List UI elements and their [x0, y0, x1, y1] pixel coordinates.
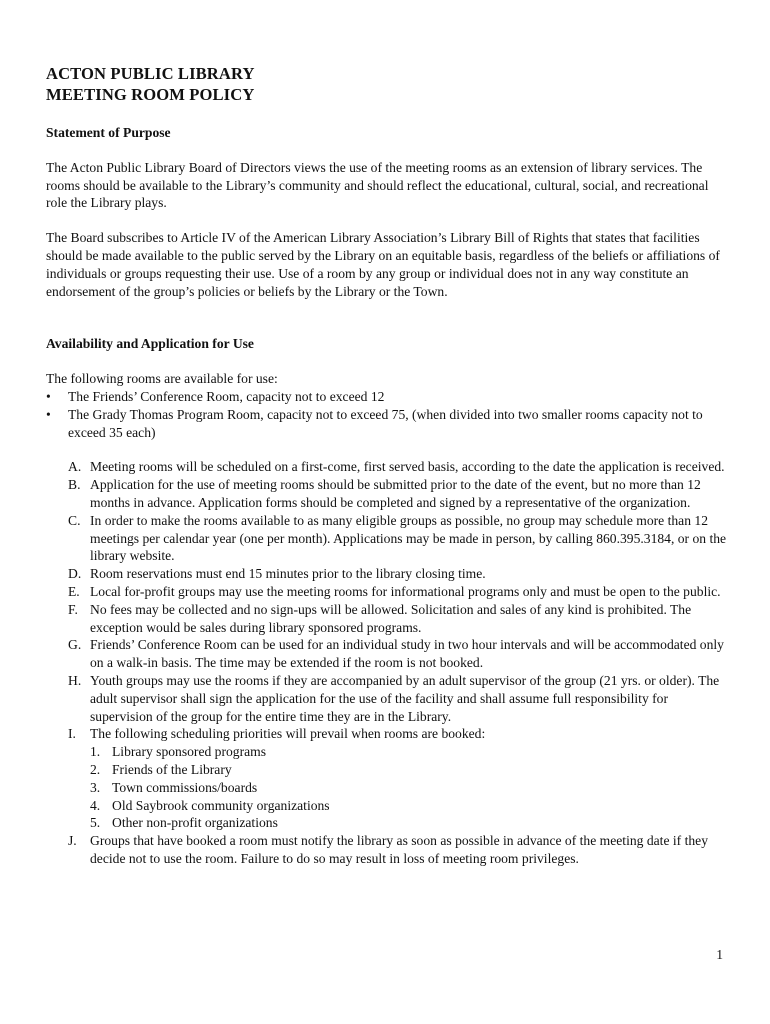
priority-item [90, 779, 730, 797]
rule-text: In order to make the rooms available to as many eligible groups as possible, no group may schedule more than 12 meetings per calendar year (one per month). Applications may be made in person, by calling 860.395.3184, or on the library website. [90, 512, 727, 564]
rule-letter: D. [68, 566, 82, 582]
room-list-item [46, 406, 730, 442]
document-body [46, 63, 730, 868]
priority-number: 4. [90, 797, 101, 813]
priority-text: Other non-profit organizations [112, 815, 278, 831]
priority-number: 3. [90, 779, 101, 795]
priority-number: 2. [90, 761, 101, 777]
priority-item [90, 797, 730, 815]
rule-item-f [46, 601, 730, 637]
title-line-1: ACTON PUBLIC LIBRARY [46, 64, 255, 83]
rule-item-e [46, 583, 730, 601]
rule-letter: J. [68, 833, 77, 849]
rule-letter: G. [68, 637, 82, 653]
priority-item [90, 743, 730, 761]
bullet-marker: • [46, 406, 51, 422]
priority-item [90, 761, 730, 779]
purpose-paragraph-2: The Board subscribes to Article IV of the American Library Association’s Library Bill of Rights that states that facilities should be made available to the public served by the Library on an equitable basis, regardless of the beliefs or affiliations of individuals or groups requesting their use. Use of a room by any group or individual does not in any way constitute an endorsement of the group’s policies or beliefs by the Library or the Town. [46, 230, 720, 299]
room-text: The Friends’ Conference Room, capacity not to exceed 12 [68, 388, 385, 404]
rule-text: No fees may be collected and no sign-ups will be allowed. Solicitation and sales of any kind is prohibited. The exception would be sales during library sponsored programs. [90, 601, 692, 635]
room-list [46, 388, 730, 441]
room-list-item [46, 388, 730, 406]
rule-letter: B. [68, 477, 81, 493]
availability-heading: Availability and Application for Use [46, 336, 254, 352]
availability-intro: The following rooms are available for use: [46, 371, 278, 387]
priority-text: Library sponsored programs [112, 744, 267, 760]
rule-text: Groups that have booked a room must notify the library as soon as possible in advance of the meeting date if they decide not to use the room. Failure to do so may result in loss of meeting room privileges. [90, 833, 708, 866]
rule-text: Room reservations must end 15 minutes prior to the library closing time. [90, 566, 486, 582]
rule-item-d [46, 565, 730, 583]
rule-text: Youth groups may use the rooms if they are accompanied by an adult supervisor of the group (21 yrs. or older). The adult supervisor shall sign the application for the use of the facility and shall assume full responsibility for supervision of the group for the entire time they are in the Library. [90, 672, 720, 724]
rule-letter: F. [68, 601, 78, 617]
bullet-marker: • [46, 388, 51, 404]
priority-item [90, 814, 730, 832]
rule-text: Meeting rooms will be scheduled on a first-come, first served basis, according to the date the application is received. [90, 459, 725, 475]
rule-item-b [46, 476, 730, 512]
purpose-heading: Statement of Purpose [46, 125, 171, 140]
priority-number: 1. [90, 744, 101, 760]
rule-item-a [46, 458, 730, 476]
priority-text: Friends of the Library [112, 761, 232, 777]
rule-letter: H. [68, 672, 82, 688]
rules-list [46, 458, 730, 867]
room-text: The Grady Thomas Program Room, capacity not to exceed 75, (when divided into two smaller rooms capacity not to exceed 35 each) [68, 406, 703, 440]
rule-text: The following scheduling priorities will prevail when rooms are booked: [90, 726, 486, 742]
rule-letter: E. [68, 583, 80, 599]
document-title [46, 63, 730, 105]
priority-text: Old Saybrook community organizations [112, 797, 330, 813]
purpose-paragraph-1: The Acton Public Library Board of Directors views the use of the meeting rooms as an extension of library services. The rooms should be available to the Library’s community and should reflect the educational, cultural, social, and recreational role the Library plays. [46, 159, 709, 211]
rule-letter: C. [68, 512, 81, 528]
title-line-2: MEETING ROOM POLICY [46, 85, 255, 104]
rule-item-g [46, 636, 730, 672]
rule-text: Application for the use of meeting rooms should be submitted prior to the date of the event, but no more than 12 months in advance. Application forms should be completed and signed by a representative of the organization. [90, 477, 701, 510]
rule-letter: A. [68, 459, 82, 475]
priority-text: Town commissions/boards [112, 779, 258, 795]
priority-list [90, 743, 730, 832]
rule-text: Friends’ Conference Room can be used for an individual study in two hour intervals and will be accommodated only on a walk-in basis. The time may be extended if the room is not booked. [90, 637, 724, 671]
rule-item-i [46, 725, 730, 832]
priority-number: 5. [90, 815, 101, 831]
rule-letter: I. [68, 726, 76, 742]
rule-item-h [46, 672, 730, 725]
rule-item-j [46, 832, 730, 868]
rule-item-c [46, 512, 730, 565]
rule-text: Local for-profit groups may use the meeting rooms for informational programs only and must be open to the public. [90, 583, 721, 599]
page-number: 1 [716, 947, 723, 962]
